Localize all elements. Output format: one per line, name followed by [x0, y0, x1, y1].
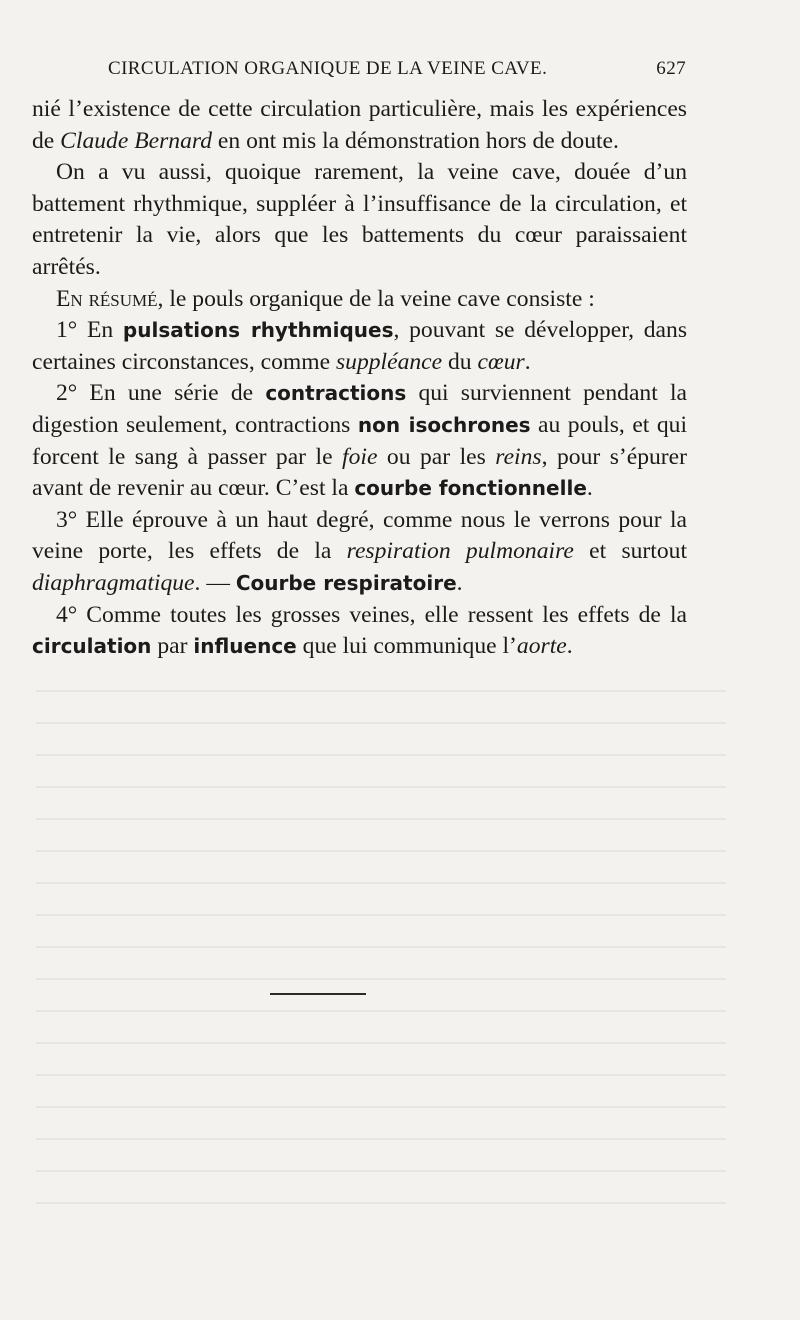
item-2: 2° En une série de contractions qui surviennent pendant la digestion seulement, contractions non isochrones au pouls, et qui forcent le sang à passer par le foie ou par les reins, pour s’épurer avant de revenir au cœur. C’est la courbe fonctionnelle. — [32, 380, 687, 502]
body-text — [32, 94, 687, 663]
page-number: 627 — [656, 58, 686, 79]
item-3: 3° Elle éprouve à un haut degré, comme nous le verrons pour la veine porte, les effets de la respiration pulmonaire et surtout diaphragmatique. — Courbe respiratoire. — [32, 506, 687, 596]
running-title: CIRCULATION ORGANIQUE DE LA VEINE CAVE. — [108, 58, 548, 79]
paragraph-2: On a vu aussi, quoique rarement, la veine cave, douée d’un battement rhythmique, suppléer à l’insuffisance de la circulation, et entretenir la vie, alors que les battements du cœur paraissaient arrêtés. — [32, 159, 687, 280]
bleed-through-texture — [36, 690, 726, 1230]
author-name: Claude Bernard — [60, 127, 212, 154]
item-1: 1° En pulsations rhythmiques, pouvant se développer, dans certaines circonstances, comme suppléance du cœur. — [32, 317, 688, 375]
section-rule — [270, 993, 366, 995]
paragraph-1: nié l’existence de cette circulation particulière, mais les expériences de Claude Bernard en ont mis la démonstration hors de doute. — [32, 96, 687, 154]
paragraph-3: En résumé, le pouls organique de la veine cave consiste : — [56, 285, 595, 312]
item-4: 4° Comme toutes les grosses veines, elle ressent les effets de la circulation par influence que lui communique l’aorte. — [32, 601, 687, 660]
en-resume-label: En résumé — [56, 285, 158, 312]
